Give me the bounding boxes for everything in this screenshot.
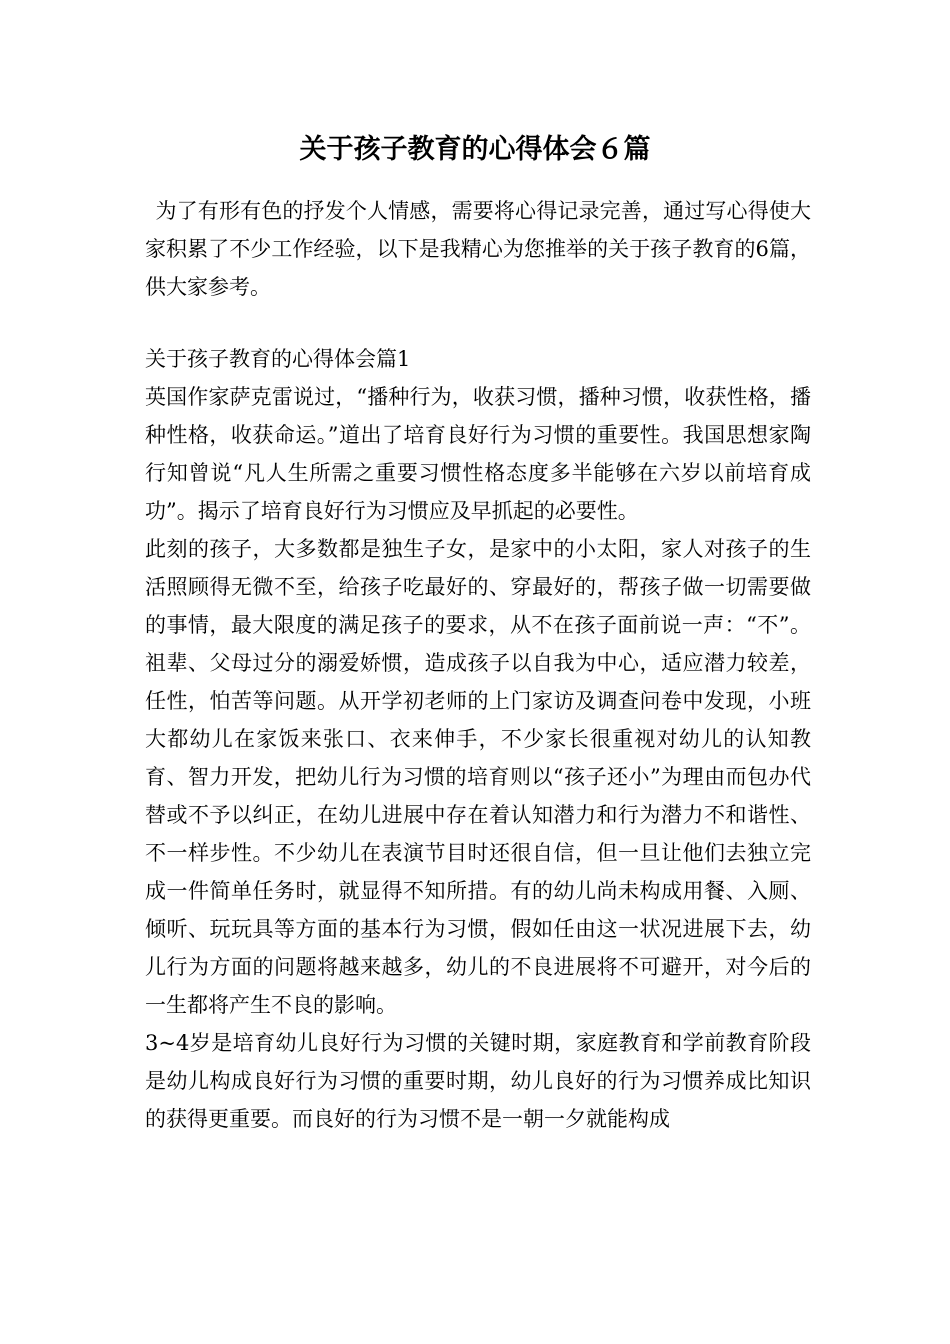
section-body	[145, 340, 811, 1138]
paragraph: 此刻的孩子，大多数都是独生子女，是家中的小太阳，家人对孩子的生活照顾得无微不至，给孩子吃最好的、穿最好的，帮孩子做一切需要做的事情，最大限度的满足孩子的要求，从不在孩子面前说一声：“不”。祖辈、父母过分的溺爱娇惯，造成孩子以自我为中心，适应潜力较差，任性，怕苦等问题。从开学初老师的上门家访及调查问卷中发现，小班大都幼儿在家饭来张口、衣来伸手，不少家长很重视对幼儿的认知教育、智力开发，把幼儿行为习惯的培育则以“孩子还小”为理由而包办代替或不予以纠正，在幼儿进展中存在着认知潜力和行为潜力不和谐性、不一样步性。不少幼儿在表演节目时还很自信，但一旦让他们去独立完成一件简单任务时，就显得不知所措。有的幼儿尚未构成用餐、入厕、倾听、玩玩具等方面的基本行为习惯，假如任由这一状况进展下去，幼儿行为方面的问题将越来越多，幼儿的不良进展将不可避开，对今后的一生都将产生不良的影响。	[145, 537, 811, 1017]
paragraph: 英国作家萨克雷说过，“播种行为，收获习惯，播种习惯，收获性格，播种性格，收获命运。”道出了培育良好行为习惯的重要性。我国思想家陶行知曾说“凡人生所需之重要习惯性格态度多半能够在六岁以前培育成功”。揭示了培育良好行为习惯应及早抓起的必要性。	[145, 385, 811, 523]
document-title: 关于孩子教育的心得体会６篇	[299, 134, 651, 165]
section-heading: 关于孩子教育的心得体会篇1	[145, 347, 411, 371]
paragraph: 3~4岁是培育幼儿良好行为习惯的关键时期，家庭教育和学前教育阶段是幼儿构成良好行为习惯的重要时期，幼儿良好的行为习惯养成比知识的获得更重要。而良好的行为习惯不是一朝一夕就能构成	[145, 1031, 811, 1131]
intro-paragraph: 为了有形有色的抒发个人情感，需要将心得记录完善，通过写心得使大家积累了不少工作经验，以下是我精心为您推举的关于孩子教育的6篇，供大家参考。	[145, 199, 811, 299]
